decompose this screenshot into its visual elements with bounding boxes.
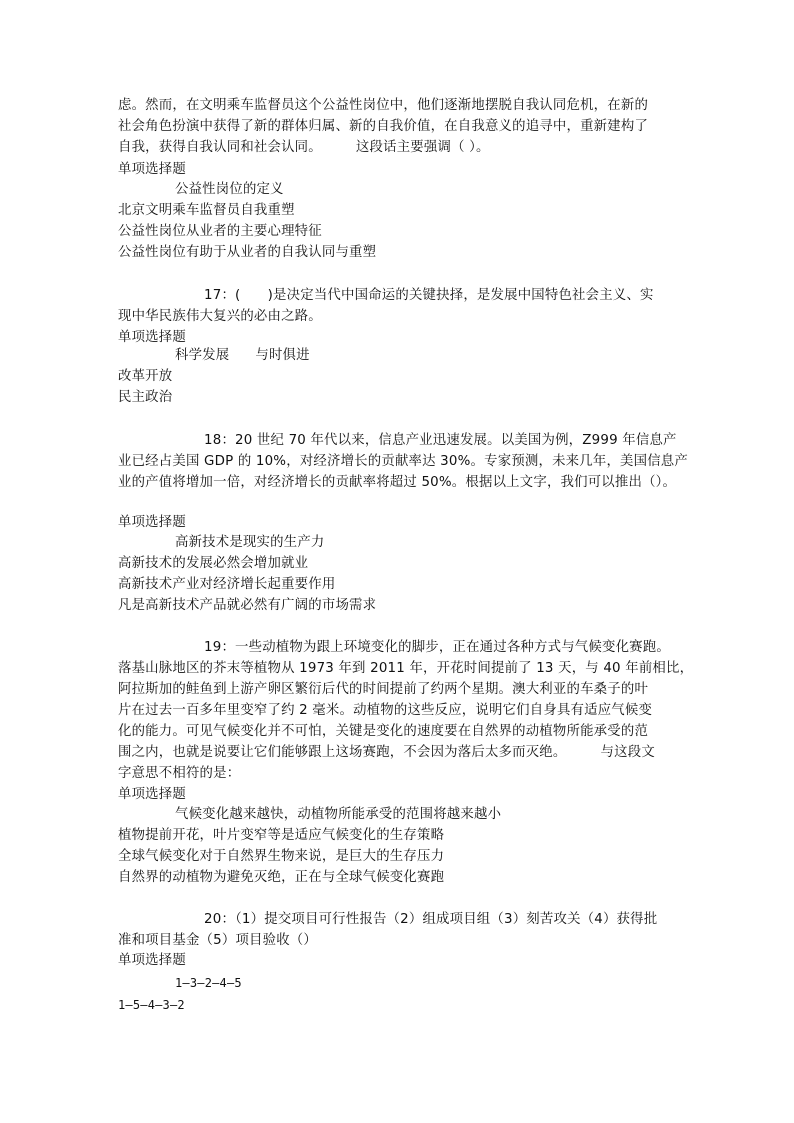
q18-stem-line-1: 18：20 世纪 70 年代以来，信息产业迅速发展。以美国为例，Z999 年信息产 [204, 433, 677, 448]
q18-stem-line-2: 业已经占美国 GDP 的 10%，对经济增长的贡献率达 30%。专家预测，未来几年，美国信息产 [118, 454, 688, 469]
q20-stem-line-1: 20：（1）提交项目可行性报告（2）组成项目组（3）刻苦攻关（4）获得批 [204, 912, 658, 927]
q19-stem-line-1: 19：一些动植物为跟上环境变化的脚步，正在通过各种方式与气候变化赛跑。 [204, 640, 670, 655]
q19-option-b[interactable]: 植物提前开花，叶片变窄等是适应气候变化的生存策略 [118, 828, 445, 843]
q17-option-d[interactable]: 民主政治 [118, 390, 173, 405]
q18-option-a[interactable]: 高新技术是现实的生产力 [175, 535, 325, 550]
q16-type-label: 单项选择题 [118, 162, 186, 177]
q18-option-b[interactable]: 高新技术的发展必然会增加就业 [118, 556, 309, 571]
q20-option-b[interactable]: 1—5—4—3—2 [118, 998, 185, 1012]
q18-type-label: 单项选择题 [118, 515, 186, 530]
q17-option-b[interactable]: 与时俱进 [255, 348, 310, 363]
q16-option-c[interactable]: 公益性岗位从业者的主要心理特征 [118, 224, 322, 239]
q17-stem-line-1: 17：( )是决定当代中国命运的关键抉择，是发展中国特色社会主义、实 [204, 288, 654, 303]
q20-stem-line-2: 准和项目基金（5）项目验收（） [118, 933, 317, 948]
q18-option-d[interactable]: 凡是高新技术产品就必然有广阔的市场需求 [118, 598, 377, 613]
q16-option-b[interactable]: 北京文明乘车监督员自我重塑 [118, 203, 295, 218]
q17-type-label: 单项选择题 [118, 330, 186, 345]
q19-option-d[interactable]: 自然界的动植物为避免灭绝，正在与全球气候变化赛跑 [118, 870, 445, 885]
q16-option-a[interactable]: 公益性岗位的定义 [175, 182, 284, 197]
q16-option-d[interactable]: 公益性岗位有助于从业者的自我认同与重塑 [118, 245, 377, 260]
q20-option-a[interactable]: 1—3—2—4—5 [175, 976, 242, 990]
q17-option-c[interactable]: 改革开放 [118, 369, 173, 384]
q16-stem-line-2: 社会角色扮演中获得了新的群体归属、新的自我价值，在自我意义的追寻中，重新建构了 [118, 119, 649, 134]
q19-stem-line-5: 化的能力。可见气候变化并不可怕，关键是变化的速度要在自然界的动植物所能承受的范 [118, 724, 649, 739]
q19-stem-line-6: 围之内，也就是说要让它们能够跟上这场赛跑，不会因为落后太多而灭绝。 与这段文 [118, 745, 655, 760]
q19-stem-line-2: 落基山脉地区的芥末等植物从 1973 年到 2011 年，开花时间提前了 13 天，与 40 年前相比， [118, 661, 694, 676]
q19-option-a[interactable]: 气候变化越来越快，动植物所能承受的范围将越来越小 [175, 807, 502, 822]
q20-type-label: 单项选择题 [118, 953, 186, 968]
q18-stem-line-3: 业的产值将增加一倍，对经济增长的贡献率将超过 50%。根据以上文字，我们可以推出（）。 [118, 475, 677, 490]
q19-stem-line-3: 阿拉斯加的鲑鱼到上游产卵区繁衍后代的时间提前了约两个星期。澳大利亚的车桑子的叶 [118, 682, 649, 697]
q18-option-c[interactable]: 高新技术产业对经济增长起重要作用 [118, 577, 336, 592]
q19-option-c[interactable]: 全球气候变化对于自然界生物来说，是巨大的生存压力 [118, 849, 445, 864]
q16-stem-line-3: 自我，获得自我认同和社会认同。 这段话主要强调（ ）。 [118, 140, 490, 155]
q19-type-label: 单项选择题 [118, 787, 186, 802]
q17-option-a[interactable]: 科学发展 [175, 348, 230, 363]
q17-stem-line-2: 现中华民族伟大复兴的必由之路。 [118, 309, 322, 324]
q17-options-row [175, 347, 310, 365]
q19-stem-line-7: 字意思不相符的是： [118, 766, 241, 781]
q16-stem-line-1: 虑。然而，在文明乘车监督员这个公益性岗位中，他们逐渐地摆脱自我认同危机，在新的 [118, 98, 649, 113]
q19-stem-line-4: 片在过去一百多年里变窄了约 2 毫米。动植物的这些反应，说明它们自身具有适应气候变 [118, 703, 653, 718]
